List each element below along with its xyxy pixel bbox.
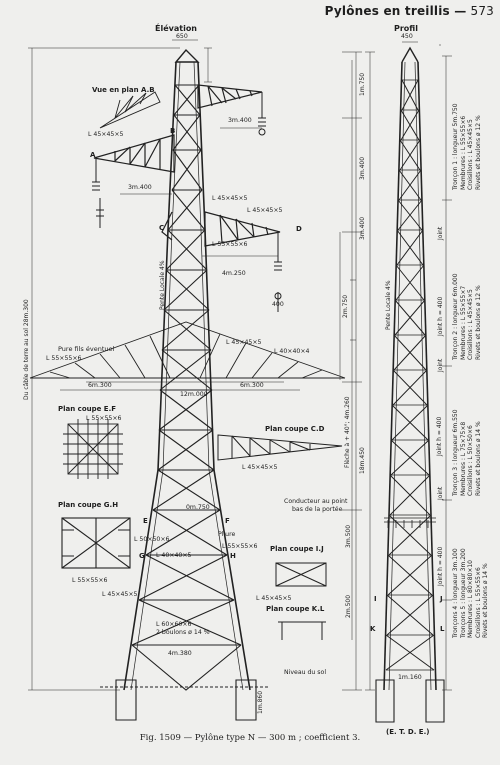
label-l45-f: L 45×45×5 bbox=[102, 591, 138, 598]
insulators bbox=[92, 92, 282, 312]
label-pure: Pure fils éventuel bbox=[58, 345, 115, 353]
dim-3400-c: 3m.400 bbox=[359, 156, 366, 180]
spec-troncon-4-5: Tronçons 4 : longueur 3m.100 Tronçons 5 : longueur 3m.200 Membrures : L 80×80×10 Croisillons : L 55×55×6 Rivets et boulons ø 14 % bbox=[452, 548, 489, 638]
letter-d: D bbox=[296, 225, 302, 233]
label-l45-b: L 45×45×5 bbox=[212, 195, 248, 202]
elevation-foundation bbox=[100, 680, 270, 720]
dim-4250: 4m.250 bbox=[222, 270, 246, 277]
dim-joint-6: Joint h = 400 bbox=[436, 416, 443, 456]
plan-gh-drawing bbox=[62, 518, 130, 568]
label-l45-e: L 45×45×5 bbox=[242, 464, 278, 471]
plan-ij-drawing bbox=[276, 563, 326, 586]
letter-j: J bbox=[440, 595, 443, 603]
label-pente-p: Pente Locale 4% bbox=[385, 280, 392, 330]
label-l45-c: L 45×45×5 bbox=[247, 207, 283, 214]
page-title: Pylônes en treillis bbox=[324, 4, 450, 18]
section-plan-kl: Plan coupe K.L bbox=[266, 605, 325, 613]
dim-joint-5: Joint h = 400 bbox=[437, 546, 444, 586]
dim-joint: Joint bbox=[437, 226, 444, 240]
dim-3400-d: 3m.400 bbox=[359, 216, 366, 240]
label-pente-e: Pente Locale 4% bbox=[159, 260, 166, 310]
label-l55-c: L 55×55×6 bbox=[86, 415, 122, 422]
label-l45-a: L 45×45×5 bbox=[88, 131, 124, 138]
letter-k: K bbox=[370, 625, 376, 633]
label-niveau: Niveau du sol bbox=[284, 669, 327, 676]
label-l55-d: L 55×55×6 bbox=[72, 577, 108, 584]
dim-fleche: Flèche à + 40°; 4m.260 bbox=[344, 396, 351, 468]
letter-i: I bbox=[374, 595, 377, 603]
dim-18450: 18m.450 bbox=[359, 447, 366, 474]
letter-a: A bbox=[90, 151, 96, 159]
page-number: 573 bbox=[470, 4, 494, 18]
dim-1860: 1m.860 bbox=[257, 690, 264, 714]
dim-750: 0m.750 bbox=[186, 504, 210, 511]
label-l55-a: L 55×55×6 bbox=[212, 241, 248, 248]
label-conducteur: Conducteur au point bbox=[284, 498, 348, 505]
dim-2500: 2m.500 bbox=[345, 594, 352, 618]
profile-legs bbox=[384, 62, 436, 690]
plan-ef-drawing bbox=[63, 419, 123, 479]
label-boulons: 2 boulons ø 14 % bbox=[156, 629, 210, 636]
letter-h: H bbox=[230, 552, 236, 560]
label-l45-d: L 45×45×5 bbox=[226, 339, 262, 346]
dim-2750: 2m.750 bbox=[342, 294, 349, 318]
dim-joint-4: Joint h = 400 bbox=[437, 296, 444, 336]
dim-3400-a: 3m.400 bbox=[228, 117, 252, 124]
label-l50: L 50×50×6 bbox=[134, 536, 170, 543]
figure-caption: Fig. 1509 — Pylône type N — 300 m ; coefficient 3. bbox=[139, 733, 361, 743]
profile-title: Profil bbox=[394, 24, 418, 33]
profile-rings bbox=[384, 518, 436, 528]
dim-3500: 3m.500 bbox=[345, 524, 352, 548]
elevation-title: Élévation bbox=[155, 24, 198, 33]
section-plan-ef: Plan coupe E.F bbox=[58, 405, 117, 413]
dim-6300-b: 6m.300 bbox=[240, 382, 264, 389]
profile-foundation bbox=[376, 680, 444, 722]
dim-4380: 4m.380 bbox=[168, 650, 192, 657]
letter-g: G bbox=[139, 552, 145, 560]
plan-ab-drawing bbox=[100, 92, 160, 128]
label-l40: L 40×40×4 bbox=[274, 348, 310, 355]
spec-troncon-1: Tronçon 1 : longueur 5m.750 Membrures : L 55×55×6 Croisillons : L 45×45×5 Rivets et boulons ø 12 % bbox=[452, 103, 482, 190]
dim-hauteur: Du câble de terre au sol 28m.300 bbox=[23, 299, 30, 400]
page-header: Pylônes en treillis — 573 bbox=[324, 4, 494, 18]
arm-left-ab bbox=[94, 135, 174, 172]
label-l60: L 60×60×6 bbox=[156, 621, 192, 628]
section-plan-ab: Vue en plan A.B bbox=[92, 86, 155, 94]
elevation-bracing bbox=[132, 85, 241, 690]
dim-450: 450 bbox=[401, 33, 413, 40]
letter-f: F bbox=[225, 517, 230, 525]
plan-cd-drawing bbox=[218, 435, 342, 460]
dim-joint-2: Joint bbox=[437, 358, 444, 372]
dim-joint-3: Joint bbox=[437, 486, 444, 500]
arm-top bbox=[198, 85, 262, 108]
elevation-legs bbox=[124, 62, 250, 690]
section-plan-cd: Plan coupe C.D bbox=[265, 425, 325, 433]
label-l45-g: L 45×45×5 bbox=[256, 595, 292, 602]
letter-l: L bbox=[440, 625, 445, 633]
spec-troncon-3: Tronçon 3 : longueur 6m.550 Membrures : L 75×75×8 Croisillons : L 50×50×6 Rivets et boulons ø 14 % bbox=[452, 409, 482, 496]
spec-troncon-2: Tronçon 2 : longueur 6m.000 Membrures : L 55×55×7 Croisillons : L 45×45×5 Rivets et boulons ø 12 % bbox=[452, 273, 482, 360]
dim-1750: 1m.750 bbox=[359, 72, 366, 96]
letter-b: B bbox=[170, 127, 176, 135]
label-conducteur2: bas de la portée bbox=[292, 506, 343, 513]
credit: (E. T. D. E.) bbox=[386, 728, 430, 736]
letter-c: C bbox=[159, 224, 165, 232]
plan-kl-drawing bbox=[278, 622, 326, 640]
label-pliure: Pliure bbox=[218, 531, 236, 538]
section-plan-ij: Plan coupe I.J bbox=[270, 545, 324, 553]
dim-650: 650 bbox=[176, 33, 188, 40]
dim-400: 400 bbox=[272, 301, 284, 308]
dim-3400-b: 3m.400 bbox=[128, 184, 152, 191]
label-l55-e: L 55×55×6 bbox=[222, 543, 258, 550]
section-plan-gh: Plan coupe G.H bbox=[58, 501, 119, 509]
dim-12000: 12m.000 bbox=[180, 391, 208, 398]
label-l55-b: L 55×55×6 bbox=[46, 355, 82, 362]
dim-6300: 6m.300 bbox=[88, 382, 112, 389]
label-l40b: L 40×40×5 bbox=[156, 552, 192, 559]
letter-e: E bbox=[143, 517, 148, 525]
dim-1160: 1m.160 bbox=[398, 674, 422, 681]
